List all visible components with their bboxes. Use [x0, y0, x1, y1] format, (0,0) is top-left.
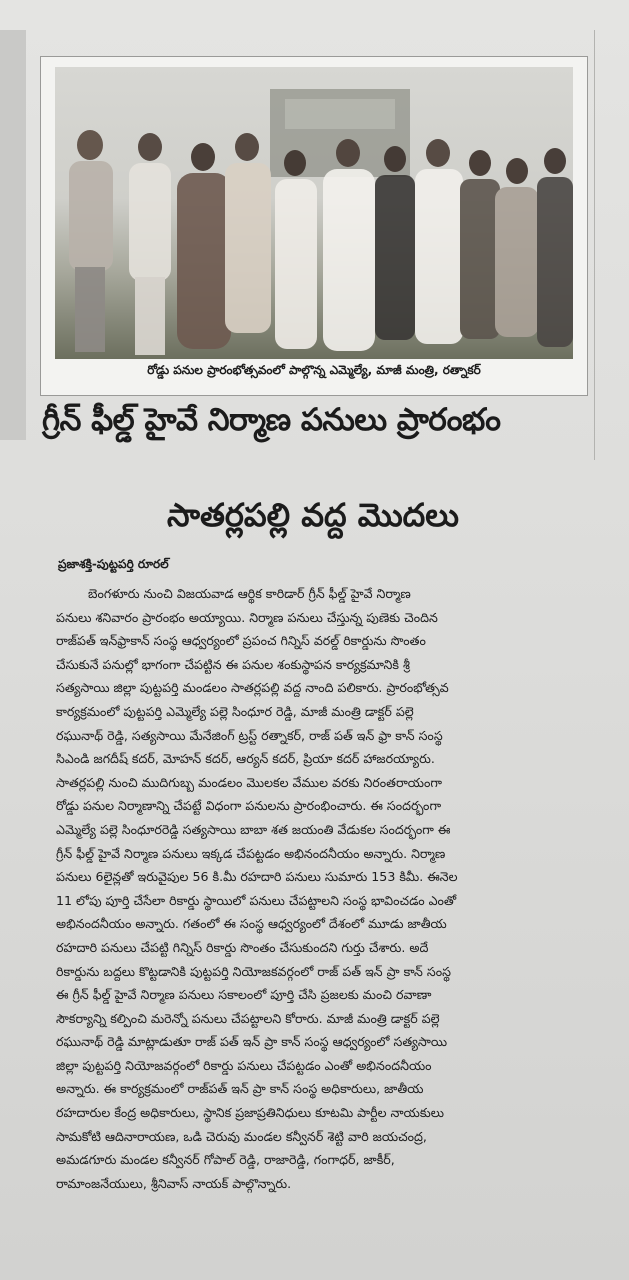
article-line: రామాంజనేయులు, శ్రీనివాస్ నాయక్ పాల్గొన్నారు.	[56, 1175, 292, 1191]
article-line: పనులు 6లైన్లతో ఇరువైపుల 56 కి.మీ రహదారి పనులు సుమారు 153 కిమీ. ఈనెల	[56, 869, 458, 885]
article-line: చేసుకునే పనుల్లో భాగంగా చేపట్టిన ఈ పనుల శంకుస్థాపన కార్యక్రమానికి శ్రీ	[56, 656, 410, 672]
adjacent-column-strip	[0, 30, 26, 440]
article-line: రికార్డును బద్దలు కొట్టడానికి పుట్టపర్తి నియోజకవర్గంలో రాజ్ పత్ ఇన్ ప్రా కాన్ సంస్థ	[56, 963, 451, 979]
group-photo	[55, 67, 573, 359]
article-line: సాతర్లపల్లి నుంచి ముదిగుబ్బ మండలం మొలకల వేముల వరకు నిరంతరాయంగా	[56, 774, 442, 790]
article-line: రాజ్‌పత్ ఇన్‌ఫ్రాకాన్ సంస్థ ఆధ్వర్యంలో ప్రపంచ గిన్నిస్ వరల్డ్ రికార్డును సొంతం	[56, 633, 426, 649]
article-line: రహదారి పనులు చేపట్టి గిన్నిస్ రికార్డు సొంతం చేసుకుందని గుర్తు చేశారు. అదే	[56, 939, 429, 955]
article-line: గ్రీన్ ఫీల్డ్ హైవే నిర్మాణ పనులు ఇక్కడ చేపట్టడం అభినందనీయం అన్నారు. నిర్మాణ	[56, 845, 446, 861]
article-line: జిల్లా పుట్టపర్తి నియోజవర్గంలో రికార్డు పనులు చేపట్టడం ఎంతో అభినందనీయం	[56, 1057, 432, 1073]
article-line: 11 లోపు పూర్తి చేసేలా రికార్డు స్థాయిలో పనులు చేపట్టాలని సంస్థ భావించడం ఎంతో	[56, 892, 457, 908]
article-line: అమడగూరు మండల కన్వీనర్ గోపాల్ రెడ్డి, రాజారెడ్డి, గంగాధర్, జాకీర్,	[56, 1152, 395, 1168]
article-line: సౌకర్యాన్ని కల్పించి మరెన్నో పనులు చేపట్టాలని కోరారు. మాజీ మంత్రి డాక్టర్ పల్లె	[56, 1010, 440, 1026]
article-line: ఎమ్మెల్యే పల్లె సింధూరరెడ్డి సత్యసాయి బాబా శత జయంతి వేడుకల సందర్భంగా ఈ	[56, 821, 451, 837]
news-photo-frame	[40, 56, 588, 396]
article-line: రఘునాథ్ రెడ్డి మాట్లాడుతూ రాజ్ పత్ ఇన్ ప్రా కాన్ సంస్థ ఆధ్వర్యంలో సత్యసాయి	[56, 1034, 448, 1050]
article-body	[56, 582, 586, 1195]
photo-caption: రోడ్డు పనుల ప్రారంభోత్సవంలో పాల్గొన్న ఎమ్మెల్యే, మాజీ మంత్రి, రత్నాకర్	[147, 363, 481, 377]
article-line: సిఎండి జగదీష్ కదర్, మోహన్ కదర్, ఆర్యన్ కదర్, ప్రియా కదర్ హాజరయ్యారు.	[56, 751, 435, 767]
article-byline: ప్రజాశక్తి-పుట్టపర్తి రూరల్	[58, 557, 169, 571]
group-photo-illustration	[55, 67, 573, 359]
article-line: బెంగళూరు నుంచి విజయవాడ ఆర్థిక కారిడార్ గ్రీన్ ఫీల్డ్ హైవే నిర్మాణ	[88, 586, 411, 601]
article-line: రఘునాథ్ రెడ్డి, సత్యసాయి మేనేజింగ్ ట్రస్ట్ రత్నాకర్, రాజ్ పత్ ఇన్ ఫ్రా కాన్ సంస్థ	[56, 727, 443, 743]
article-line: కార్యక్రమంలో పుట్టపర్తి ఎమ్మెల్యే పల్లె సింధూర రెడ్డి, మాజీ మంత్రి డాక్టర్ పల్లె	[56, 703, 414, 719]
column-divider	[594, 30, 595, 460]
article-line: రహదారుల కేంద్ర అధికారులు, స్థానిక ప్రజాప్రతినిధులు కూటమి పార్టీల నాయకులు	[56, 1105, 445, 1121]
article-line: రోడ్డు పనుల నిర్మాణాన్ని చేపట్టే విధంగా పనులను ప్రారంభించారు. ఈ సందర్భంగా	[56, 798, 442, 814]
article-headline: గ్రీన్ ఫీల్డ్ హైవే నిర్మాణ పనులు ప్రారంభం	[42, 402, 501, 438]
article-line: అభినందనీయం అన్నారు. గతంలో ఈ సంస్థ ఆధ్వర్యంలో దేశంలో మూడు జాతీయ	[56, 916, 447, 932]
article-line: అన్నారు. ఈ కార్యక్రమంలో రాజ్‌పత్ ఇన్ ప్రా కాన్ సంస్థ అధికారులు, జాతీయ	[56, 1081, 424, 1097]
article-line: ఈ గ్రీన్ ఫీల్డ్ హైవే నిర్మాణ పనులు సకాలంలో పూర్తి చేసి ప్రజలకు మంచి రవాణా	[56, 987, 432, 1003]
article-line: పనులు శనివారం ప్రారంభం అయ్యాయి. నిర్మాణ పనులు చేస్తున్న పుణెకు చెందిన	[56, 609, 438, 625]
article-subheadline: సాతర్లపల్లి వద్ద మొదలు	[167, 496, 459, 534]
article-line: సత్యసాయి జిల్లా పుట్టపర్తి మండలం సాతర్లపల్లి వద్ద నాంది పలికారు. ప్రారంభోత్సవ	[56, 680, 449, 696]
article-line: సామకోటి ఆదినారాయణ, ఒడి చెరువు మండల కన్వీనర్ శెట్టి వారి జయచంద్ర,	[56, 1128, 427, 1144]
